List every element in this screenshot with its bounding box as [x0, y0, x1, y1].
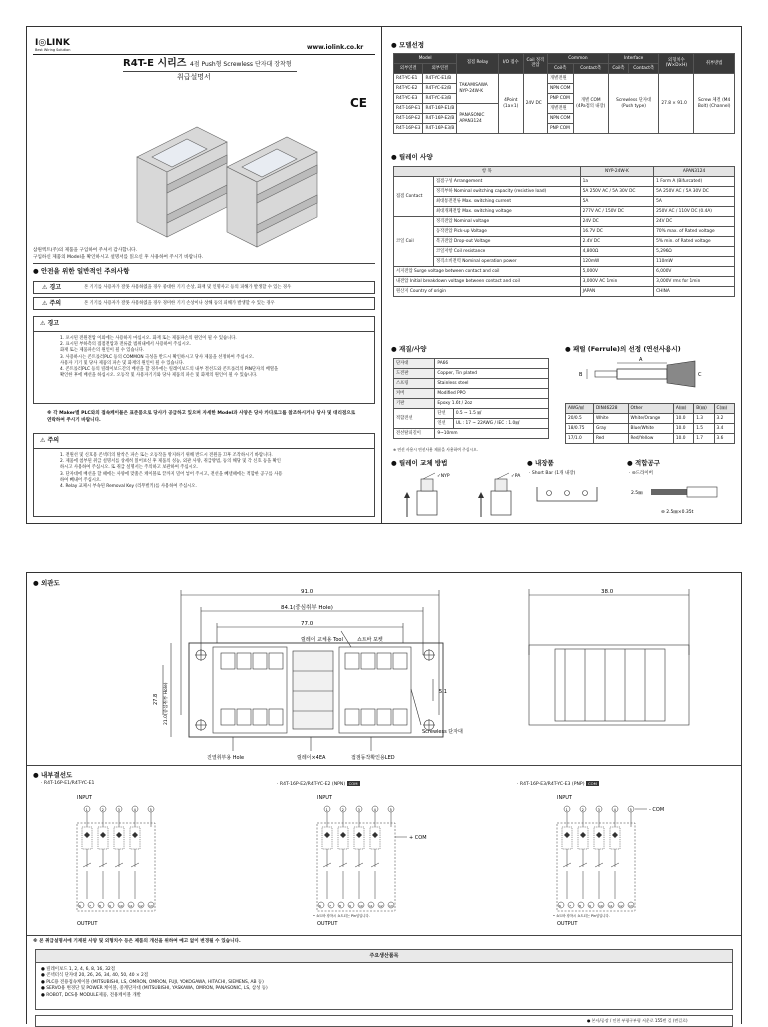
output-pin-number: 9: [589, 904, 591, 908]
website-url: www.iolink.co.kr: [307, 44, 364, 51]
relay-replace-drawing: [395, 473, 545, 519]
label-led: 접점동작확인용LED: [351, 755, 395, 761]
input-pin-number: 3: [597, 808, 600, 812]
relay-spec-cell: 5,000V: [580, 267, 653, 277]
material-label: 스프링: [394, 379, 435, 389]
caution-definition: ⚠ 주의 본 기기를 사용자가 잘못 사용하였을 경우 경미한 기기 손상이나 상해 등의 피해가 발생할 수 있는 경우: [33, 297, 375, 310]
ferrule-cell: 1.3: [694, 414, 714, 424]
relay-spec-cell: 1a: [580, 177, 653, 187]
maker-notice: ※ 각 Maker별 PLC와의 접속케이블은 표준품으로 당사가 공급하고 있으며 자세한 Model과 사양은 당사 카다로그를 참조하시거나 당사 및 대리점으로 연락하여 주시기 바랍니다.: [47, 411, 356, 423]
caution-item-3: 하시고 사용하여 주십시오. 또 취급 설명서는 주의하고 보관하여 주십시오.: [60, 465, 199, 471]
wiring-output-label: OUTPUT: [317, 921, 338, 927]
relay-spec-cell: 최대개폐전압 Max. switching voltage: [433, 207, 580, 217]
output-pin-number: 6: [79, 904, 81, 908]
wiring-input-label: INPUT: [77, 795, 92, 801]
diode-symbol: [116, 832, 122, 838]
product-item-2: ● 콘넥터식 단자대 20, 26, 26, 34, 40, 50, 40 × 2점: [41, 973, 149, 979]
diode-symbol: [580, 832, 586, 838]
ferrule-cell: Red/Yellow: [628, 434, 673, 444]
ferrule-cell: 1.5: [694, 424, 714, 434]
diode-symbol: [340, 832, 346, 838]
label-relay: 릴레이×4EA: [297, 755, 326, 761]
material-value: PA66: [435, 359, 549, 369]
caution-item-6: 4. Relay 교체시 부속된 Removal Key (리무벌키)를 사용하여 주십시오.: [60, 484, 197, 490]
relay-spec-row: [394, 267, 735, 277]
relay-board-right: [227, 137, 317, 247]
ferrule-cell: Blue/White: [628, 424, 673, 434]
ferrule-cell: White/Orange: [628, 414, 673, 424]
relay-spec-row: [394, 197, 735, 207]
outline-drawing-side: [525, 585, 695, 735]
wiring-heading: ● 내부결선도: [33, 771, 73, 779]
relay-spec-cell: 277V AC / 150V DC: [580, 207, 653, 217]
relay-spec-table: 항 목 NYP-24W-K APAN3124 접점 Contact 접점구성 Arrangement 1a 1 Form A (Bifurcated) 정격부하 Nominal switching capacity (resistive load) 5A 250V AC / 5A 30V DC 5A 250V AC / 5A 30V DC 최대통전전류 Max. switching current 5A 5A 최대개폐전압 Max. switching voltage 277V AC / 150V DC 250V AC / 110V DC (0.4A) 코일 Coil 정격전압 Nominal voltage 24V DC 24V DC 동작전압 Pick-up Voltage 16.7V DC 70% max. of Rated voltage 복귀전압 Drop-out Voltage 2.4V DC 5% min. of Rated voltage 코일저항 Coil resistance 4,800Ω 5,296Ω 정격소비전력 Nominal operation power 120mW 110mW 서지전압 Surge voltage between contact and coil 5,000V 6,000V 내전압 Initial breakdown voltage between contact and coil 3,000V AC 1min 3,000V rms for 1min 원산지 Country of origin JAPAN CHINA: [393, 166, 735, 297]
material-value: Modified PPO: [435, 389, 549, 399]
relay-spec-cell: 서지전압 Surge voltage between contact and coil: [394, 267, 581, 277]
material-label: 도전판: [394, 369, 435, 379]
outline-heading: ● 외관도: [33, 579, 60, 587]
ferrule-cell: Gray: [594, 424, 629, 434]
output-pin-number: 13: [629, 904, 633, 908]
wiring-com-label: + COM: [409, 835, 427, 841]
product-item-5: ● ROBOT, DCS용 MODULE제품, 전용케이블 개발: [41, 992, 141, 998]
ferrule-table: AWG/㎟ DIN46228 Other A(㎜) B(㎜) C(㎜) 20/0.5 White White/Orange 10.0 1.3 3.2 18/0.75 Gray Blue/White 10.0 1.5 3.4 17/1.0 Red Red/Yellow 10.0 1.7 3.6: [565, 403, 735, 444]
relay-spec-cell: 5A 250V AC / 5A 30V DC: [654, 187, 735, 197]
output-pin-number: 8: [99, 904, 101, 908]
ferrule-cell: 3.4: [714, 424, 734, 434]
model-heading: ● 모델선정: [391, 41, 425, 49]
relay-spec-row: [394, 287, 735, 297]
ferrule-cell: 3.2: [714, 414, 734, 424]
wiring-title-3: · R4T-16P-E3/R4T-YC-E3 (PNP) COM: [517, 781, 597, 787]
tool-heading: ● 적합공구: [627, 459, 661, 467]
dim-height2: 21.0(중심취부 Hole): [164, 682, 169, 725]
input-pin-number: 5: [389, 808, 392, 812]
relay-spec-cell: CHINA: [654, 287, 735, 297]
output-pin-number: 11: [129, 904, 133, 908]
ferrule-cell: 10.0: [673, 414, 693, 424]
ferrule-dim-b: B: [579, 372, 583, 378]
thanks-text-2: 구입하신 제품의 Model을 확인하시고 설명서를 읽으신 후 사용하여 주시기 바랍니다.: [33, 255, 204, 260]
dim-side: 38.0: [601, 589, 614, 595]
group-contact: 접점 Contact: [394, 177, 434, 217]
thanks-text-1: 삼원엑트(주)의 제품을 구입하여 주셔서 감사합니다.: [33, 248, 138, 253]
material-label: 커버: [394, 389, 435, 399]
caution-item-2: 2. 제품에 첨부된 취급 설명서를 상세히 읽어보신 후 제품의 성능, 외관 사양, 취급방법, 등의 해당 및 각 신호 등을 확인: [60, 459, 281, 465]
relay-spec-cell: 3,000V AC 1min: [580, 277, 653, 287]
relay-spec-cell: 250V AC / 110V DC (0.4A): [654, 207, 735, 217]
ce-mark: CE: [350, 96, 368, 110]
relay-spec-cell: 최대통전전류 Max. switching current: [433, 197, 580, 207]
diode-symbol: [100, 832, 106, 838]
output-pin-number: 12: [619, 904, 623, 908]
ferrule-cell: Red: [594, 434, 629, 444]
output-pin-number: 11: [369, 904, 373, 908]
input-pin-number: 3: [357, 808, 360, 812]
material-row: [394, 359, 549, 369]
dim-total: 91.0: [301, 589, 314, 595]
warning-item-4: 3. 사용하시는 콘트롤러PLC 등의 COMMON 극성을 반드시 확인하시고 당사 제품을 선정하여 주십시오.: [60, 354, 255, 360]
caution-item-1: 1. 전원선 및 신호용 콘넥터의 탈착은 파손 또는 오동작을 방지하기 위해 반드시 전원을 끄후 조작하시기 바랍니다.: [60, 453, 273, 458]
ferrule-cell: 10.0: [673, 434, 693, 444]
ferrule-row: [566, 414, 735, 424]
relay-spec-cell: 70% max. of Rated voltage: [654, 227, 735, 237]
group-coil: 코일 Coil: [394, 217, 434, 267]
relay-spec-row: [394, 247, 735, 257]
outline-drawing-front: [153, 585, 471, 765]
input-pin-number: 1: [85, 808, 88, 812]
relay-spec-cell: 24V DC: [654, 217, 735, 227]
dim-inner: 77.0: [301, 621, 314, 627]
relay-spec-row: [394, 227, 735, 237]
replace-label-pa: PA: [514, 474, 521, 479]
output-pin-number: 9: [349, 904, 351, 908]
wiring-input-label: INPUT: [557, 795, 572, 801]
products-title: 주요생산품목: [35, 949, 733, 963]
output-pin-number: 7: [569, 904, 571, 908]
material-row: [394, 369, 549, 379]
document-type: 취급설명서: [177, 73, 211, 81]
ferrule-cell: White: [594, 414, 629, 424]
relay-spec-row: [394, 237, 735, 247]
relay-spec-cell: 6,000V: [654, 267, 735, 277]
relay-spec-heading: ● 릴레이 사양: [391, 153, 433, 161]
material-row: [394, 389, 549, 399]
footer-notice: ※ 본 취급설명서에 기재된 사양 및 외형치수 등은 제품의 개선을 위하여 예고 없이 변경될 수 있습니다.: [33, 939, 241, 944]
diode-symbol: [324, 832, 330, 838]
material-label: 기판: [394, 399, 435, 409]
relay-spec-row: [394, 277, 735, 287]
relay-spec-cell: 120mW: [580, 257, 653, 267]
wiring-diagrams: [27, 787, 741, 937]
relay-spec-cell: 내전압 Initial breakdown voltage between contact and coil: [394, 277, 581, 287]
wiring-output-label: OUTPUT: [77, 921, 98, 927]
ferrule-cell: 3.6: [714, 434, 734, 444]
relay-spec-cell: 복귀전압 Drop-out Voltage: [433, 237, 580, 247]
relay-spec-cell: 1 Form A (Bifurcated): [654, 177, 735, 187]
relay-spec-cell: 24V DC: [580, 217, 653, 227]
material-value: Stainless steel: [435, 379, 549, 389]
manual-top-sheet: [26, 26, 742, 524]
input-pin-number: 4: [613, 808, 616, 812]
output-pin-number: 7: [329, 904, 331, 908]
ferrule-heading: ● 패럴 (Ferrule)의 선정 (연선사용시): [565, 345, 681, 353]
brand-tagline: Best Wiring Solution: [35, 48, 71, 52]
label-tool: 릴레이 교체용 Tool: [301, 637, 343, 643]
relay-spec-row: [394, 207, 735, 217]
manual-bottom-sheet: [26, 572, 742, 1024]
material-row: [394, 379, 549, 389]
input-pin-number: 2: [101, 808, 104, 812]
short-bar-drawing: [535, 483, 599, 505]
material-value: Copper, Tin plated: [435, 369, 549, 379]
diode-symbol: [372, 832, 378, 838]
ferrule-cell: 18/0.75: [566, 424, 594, 434]
page-title: R4T-E 시리즈 4점 Push형 Screwless 단자대 장착형: [123, 58, 292, 69]
wiring-com-label: - COM: [649, 807, 665, 813]
relay-spec-cell: 5A 250V AC / 5A 30V DC: [580, 187, 653, 197]
diode-symbol: [564, 832, 570, 838]
model-table: Model 접점 Relay I/O 접수 Coil 정격전압 Common Interface 외형치수 (W×D×H) 취부방법 외부연결 외부연결 Coil측 Contact측 Coil측 Contact측 R4T-YC-E1 R4T-YC-E1/B TAKAMISAWA NYP-24W-K 4Point (1a×1) 24V DC 개별전원 개별 COM (4Pa점의 내장) Screwless 단자대 (Push type) 27.8 × 91.0 Screw 체결 (M4 Bolt) (Channel) R4T-YC-E2 R4T-YC-E2/B NPN COM R4T-YC-E3 R4T-YC-E3/B PNP COM R4T-16P-E1 R4T-16P-E1/B PANASONIC APAN3124 개별전원 R4T-16P-E2 R4T-16P-E2/B NPN COM R4T-16P-E3 R4T-16P-E3/B PNP COM: [393, 53, 735, 134]
relay-replace-heading: ● 릴레이 교체 방법: [391, 459, 448, 467]
wiring-input-label: INPUT: [317, 795, 332, 801]
product-item-4: ● SERVO용 변경단 및 POWER 케이블, 중계단자대 (MITSUBISHI, YASKAWA, OMRON, PANASONIC, LS, 삼성 등): [41, 986, 268, 992]
screwdriver-drawing: [631, 483, 731, 519]
input-pin-number: 1: [565, 808, 568, 812]
warning-item-2: 2. 표시된 부하측의 접점전압과 전류값 범위내에서 사용하여 주십시오.: [60, 342, 192, 348]
tool-spec: ⊖ 2.5㎜×0.35t: [661, 510, 694, 515]
output-pin-number: 13: [389, 904, 393, 908]
relay-spec-cell: 코일저항 Coil resistance: [433, 247, 580, 257]
wiring-title-1: · R4T-16P-E1/R4T-YC-E1: [41, 781, 95, 786]
relay-spec-cell: 원산지 Country of origin: [394, 287, 581, 297]
ferrule-drawing: [577, 357, 727, 397]
output-pin-number: 10: [599, 904, 603, 908]
diode-symbol: [84, 832, 90, 838]
output-pin-number: 12: [139, 904, 143, 908]
warning-item-7: 확인한 후에 배선을 하십시오. 오동작 및 사용자기기와 당사 제품의 파손 및 화재의 원인이 될 수 있습니다.: [60, 373, 258, 379]
relay-spec-row: [394, 177, 735, 187]
input-pin-number: 4: [133, 808, 136, 812]
caution-item-4: 3. 단자대에 배선을 할 때에는 사양에 맞춤은 케이블로 끝까지 밀어 넣어 주시고, 전선을 빼낼때에는 적합한 공구를 사용: [60, 471, 283, 477]
relay-spec-row: [394, 257, 735, 267]
warning-definition: ⚠ 경고 본 기기를 사용자가 잘못 사용하였을 경우 중대한 기기 손상, 화재 및 인명사고 등의 피해가 발생할 수 있는 경우: [33, 281, 375, 294]
relay-spec-cell: 5,296Ω: [654, 247, 735, 257]
output-pin-number: 9: [109, 904, 111, 908]
relay-spec-cell: 접점구성 Arrangement: [433, 177, 580, 187]
output-pin-number: 10: [359, 904, 363, 908]
material-table: 단자대 PA66 도전판 Copper, Tin plated 스프링 Stainless steel 커버 Modified PPO 기판 Epoxy 1.6t / 2oz 적합전선 단선 0.5 ~ 1.5 ㎟ 연선 UL : 17 ~ 22AWG / IEC : 1.0㎟ 전선탈피길이 9~10mm: [393, 358, 549, 439]
input-pin-number: 2: [341, 808, 344, 812]
accessories-item: · Short Bar (1개 내장): [529, 471, 576, 476]
diode-symbol: [596, 832, 602, 838]
material-note: ※ 연선 사용시 연선사용 제품을 사용하여 주십시오.: [393, 447, 478, 452]
svg-text:✓PA: ✓PA: [511, 474, 521, 479]
output-pin-number: 12: [379, 904, 383, 908]
relay-spec-cell: 4,800Ω: [580, 247, 653, 257]
input-pin-number: 5: [149, 808, 152, 812]
warning-item-6: 4. 콘트롤러PLC 등의 릴레이보드간의 배선을 할 경우에는 릴레이보드의 내부 결선도와 콘트롤러의 PIN단자의 배열을: [60, 367, 279, 373]
caution-section: ⚠ 주의 1. 전원선 및 신호용 콘넥터의 탈착은 파손 또는 오동작을 방지하기 위해 반드시 전원을 끄후 조작하시기 바랍니다. 2. 제품에 첨부된 취급 설명서를 상세히 읽어보신 후 제품의 성능, 외관 사양, 취급방법, 등의 해당 및 각 신호 등을 확인 하시고 사용하여 주십시오. 또 취급 설명서는 주의하고 보관하여 주십시오. 3. 단자대에 배선을 할 때에는 사양에 맞춤은 케이블로 끝까지 밀어 넣어 주시고, 전선을 빼낼때에는 적합한 공구를 사용 하여 빼내어 주십시오. 4. Relay 교체시 부속된 Removal Key (리무벌키)를 사용하여 주십시오.: [33, 433, 375, 517]
wiring-output-label: OUTPUT: [557, 921, 578, 927]
relay-spec-cell: 16.7V DC: [580, 227, 653, 237]
ferrule-cell: 20/0.5: [566, 414, 594, 424]
dim-height: 27.8: [153, 693, 159, 705]
label-mount: 진열취부용 Hole: [207, 755, 245, 761]
input-pin-number: 2: [581, 808, 584, 812]
product-item-3: ● PLC용 전용접속케이블 (MITSUBISHI, LS, OMRON, OMRON, FUJI, YOKOGAWA, HITACHI, SIEMENS, AB 등): [41, 979, 264, 985]
ferrule-dim-a: A: [639, 357, 643, 363]
ferrule-row: [566, 434, 735, 444]
output-pin-number: 6: [319, 904, 321, 908]
dim-pitch: 5.1: [439, 689, 447, 695]
ferrule-row: [566, 424, 735, 434]
material-heading: ● 재질/사양: [391, 345, 427, 353]
ferrule-cell: 1.7: [694, 434, 714, 444]
wiring-title-2: · R4T-16P-E2/R4T-YC-E2 (NPN) COM: [277, 781, 358, 787]
relay-spec-cell: 동작전압 Pick-up Voltage: [433, 227, 580, 237]
replace-label-nyp: NYP: [440, 474, 450, 479]
diode-symbol: [356, 832, 362, 838]
wiring-note: • 쇼트바 장착시 쇼트되는 Pin임입니다.: [553, 914, 610, 918]
ferrule-cell: 17/1.0: [566, 434, 594, 444]
relay-spec-cell: JAPAN: [580, 287, 653, 297]
relay-spec-cell: 5% min. of Rated voltage: [654, 237, 735, 247]
warning-section: ⚠ 경고 1. 포시된 전원전압 이외에는 사용하지 마십시오. 화재 또는 제품파손의 원인이 될 수 있습니다. 2. 표시된 부하측의 접점전압과 전류값 범위내에서 사용하여 주십시오. 화재 또는 제품파손의 원인이 될 수 있습니다. 3. 사용하시는 콘트롤러PLC 등의 COMMON 극성을 반드시 확인하시고 당사 제품을 선정하여 주십시오. 사용자 기기 및 당사 제품의 파손 및 화재의 원인이 될 수 있습니다. 4. 콘트롤러PLC 등의 릴레이보드간의 배선을 할 경우에는 릴레이보드의 내부 결선도와 콘트롤러의 PIN단자의 배열을 확인한 후에 배선을 하십시오. 오동작 및 사용자기기와 당사 제품의 파손 및 화재의 원인이 될 수 있습니다.: [33, 316, 375, 404]
output-pin-number: 8: [339, 904, 341, 908]
output-pin-number: 7: [89, 904, 91, 908]
input-pin-number: 1: [325, 808, 328, 812]
output-pin-number: 11: [609, 904, 613, 908]
tool-item: · ⊖드라이버: [629, 471, 654, 476]
label-screwless: Screwless 단자대: [422, 729, 463, 735]
input-pin-number: 4: [373, 808, 376, 812]
output-pin-number: 10: [119, 904, 123, 908]
output-pin-number: 13: [149, 904, 153, 908]
product-item-1: ● 릴레이보드 1, 2, 4, 6, 8, 16, 32점: [41, 967, 115, 972]
tool-width: 2.5㎜: [631, 491, 643, 496]
bottom-address: ● 본사/공장 / 인천 부평구부평 서운로 155번 길 (번길로): [587, 1018, 688, 1023]
material-row: [394, 399, 549, 409]
warning-item-3: 화재 또는 제품파손의 원인이 될 수 있습니다.: [60, 348, 145, 354]
output-pin-number: 8: [579, 904, 581, 908]
relay-spec-cell: 3,000V rms for 1min: [654, 277, 735, 287]
wiring-note: • 쇼트바 장착시 쇼트되는 Pin임입니다.: [313, 914, 370, 918]
material-label: 단자대: [394, 359, 435, 369]
relay-spec-row: [394, 217, 735, 227]
dim-hole: 84.1(중심취부 Hole): [281, 605, 333, 611]
material-value: Epoxy 1.6t / 2oz: [435, 399, 549, 409]
relay-spec-cell: 정격소비전력 Nominal operation power: [433, 257, 580, 267]
ferrule-dim-c: C: [698, 372, 702, 378]
safety-heading: ● 안전을 위한 일반적인 주의사항: [33, 267, 130, 275]
svg-text:✓NYP: ✓NYP: [437, 474, 450, 479]
diode-symbol: [612, 832, 618, 838]
relay-spec-cell: 정격전압 Nominal voltage: [433, 217, 580, 227]
ferrule-cell: 10.0: [673, 424, 693, 434]
relay-spec-cell: 2.4V DC: [580, 237, 653, 247]
warning-item-5: 사용자 기기 및 당사 제품의 파손 및 화재의 원인이 될 수 있습니다.: [60, 360, 185, 366]
relay-spec-cell: 5A: [654, 197, 735, 207]
warning-item-1: 1. 포시된 전원전압 이외에는 사용하지 마십시오. 화재 또는 제품파손의 원인이 될 수 있습니다.: [60, 336, 237, 341]
relay-board-left: [137, 127, 227, 237]
input-pin-number: 3: [117, 808, 120, 812]
output-pin-number: 6: [559, 904, 561, 908]
relay-spec-row: [394, 187, 735, 197]
product-photo: [127, 97, 327, 257]
diode-symbol: [132, 832, 138, 838]
relay-spec-cell: 110mW: [654, 257, 735, 267]
input-pin-number: 5: [629, 808, 632, 812]
relay-spec-cell: 5A: [580, 197, 653, 207]
caution-item-5: 하여 빼내어 주십시오.: [60, 477, 102, 483]
accessories-heading: ● 내장품: [527, 459, 554, 467]
relay-spec-cell: 정격부하 Nominal switching capacity (resistive load): [433, 187, 580, 197]
brand-logo: I◎LINK: [35, 38, 70, 48]
label-shortbar: 쇼트바 포켓: [357, 637, 383, 643]
